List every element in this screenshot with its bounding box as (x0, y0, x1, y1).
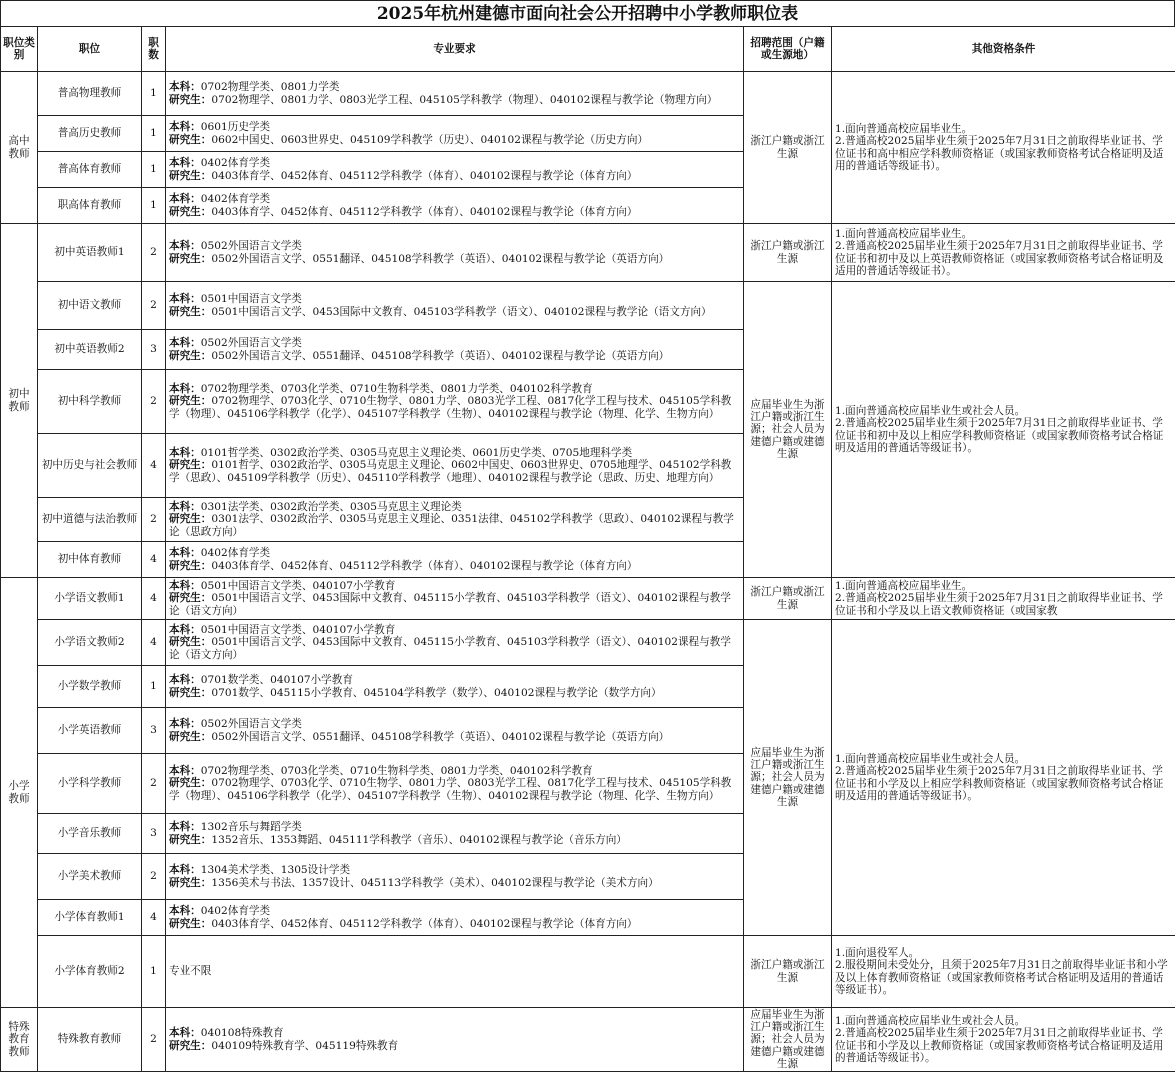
major-cell (166, 498, 744, 542)
page-title: 2025年杭州建德市面向社会公开招聘中小学教师职位表 (0, 0, 1175, 26)
undergrad-line (169, 821, 740, 833)
requirement-line: 2.服役期间未受处分，且须于2025年7月31日之前取得毕业证书和小学及以上体育教师资格证（或国家教师资格考试合格证明及适用的普通话等级证书）。 (835, 959, 1168, 996)
grad-line (169, 560, 740, 572)
undergrad-label: 本科： (169, 547, 201, 560)
major-cell (166, 116, 744, 152)
scope-cell: 应届毕业生为浙江户籍或浙江生源；社会人员为建德户籍或建德生源 (744, 620, 832, 936)
table-row (1, 936, 1175, 1008)
grad-label: 研究生： (169, 833, 212, 846)
major-cell (166, 72, 744, 116)
grad-label: 研究生： (169, 395, 212, 408)
count-cell: 2 (142, 282, 166, 330)
undergrad-label: 本科： (169, 293, 201, 306)
major-cell (166, 152, 744, 188)
requirements-cell (832, 578, 1175, 620)
undergrad-label: 本科： (169, 337, 201, 350)
requirement-line: 2.普通高校2025届毕业生须于2025年7月31日之前取得毕业证书、学位证书和初中及以上英语教师资格证（或国家教师资格考试合格证明及适用的普通话等级证书）。 (835, 240, 1164, 277)
grad-line (169, 834, 740, 846)
scope-cell: 应届毕业生为浙江户籍或浙江生源；社会人员为建德户籍或建德生源 (744, 282, 832, 578)
count-cell: 2 (142, 498, 166, 542)
requirement-line: 1.面向普通高校应届毕业生或社会人员。 (835, 1015, 1026, 1028)
major-cell (166, 330, 744, 370)
major-cell (166, 370, 744, 434)
position-cell: 小学科学教师 (38, 754, 142, 814)
undergrad-majors: 0402体育学类 (200, 157, 271, 170)
grad-majors: 0702物理学、0703化学、0710生物学、0801力学、0803光学工程、0817化学工程与技术、045105学科教学（物理）、045106学科教学（化学）、045107学科教学（生物）、040102课程与教学论（物理、化学、生物方向） (169, 395, 732, 420)
position-cell: 小学语文教师2 (38, 620, 142, 666)
grad-label: 研究生： (169, 169, 212, 182)
major-cell (166, 814, 744, 854)
grad-label: 研究生： (169, 917, 212, 930)
undergrad-majors: 0601历史学类 (200, 121, 271, 134)
undergrad-label: 本科： (169, 765, 201, 778)
position-cell: 初中语文教师 (38, 282, 142, 330)
undergrad-majors: 040108特殊教育 (200, 1027, 284, 1040)
grad-majors: 0502外国语言文学、0551翻译、045108学科教学（英语）、040102课程与教学论（英语方向） (211, 252, 670, 265)
requirement-line: 2.普通高校2025届毕业生须于2025年7月31日之前取得毕业证书、学位证书和小学及以上相应学科教师资格证（或国家教师资格考试合格证明及适用的普通话等级证书）。 (835, 765, 1164, 802)
table-row (1, 72, 1175, 116)
position-cell: 初中英语教师2 (38, 330, 142, 370)
grad-line (169, 731, 740, 743)
count-cell: 3 (142, 330, 166, 370)
grad-majors: 0403体育学、0452体育、045112学科教学（体育）、040102课程与教学论（体育方向） (211, 205, 638, 218)
count-cell: 2 (142, 370, 166, 434)
header-position: 职位 (38, 27, 142, 72)
grad-line (169, 459, 740, 483)
count-cell: 3 (142, 814, 166, 854)
grad-line (169, 513, 740, 537)
position-cell: 初中道德与法治教师 (38, 498, 142, 542)
requirements-cell (832, 936, 1175, 1008)
grad-label: 研究生： (169, 349, 212, 362)
grad-line (169, 134, 740, 146)
requirement-line: 1.面向普通高校应届毕业生。 (835, 123, 973, 136)
undergrad-line (169, 293, 740, 305)
grad-majors: 0403体育学、0452体育、045112学科教学（体育）、040102课程与教学论（体育方向） (211, 917, 638, 930)
grad-label: 研究生： (169, 686, 212, 699)
undergrad-line (169, 905, 740, 917)
undergrad-line (169, 121, 740, 133)
undergrad-majors: 0702物理学类、0703化学类、0710生物科学类、0801力学类、040102科学教育 (200, 765, 593, 778)
scope-cell: 应届毕业生为浙江户籍或浙江生源；社会人员为建德户籍或建德生源 (744, 1008, 832, 1072)
major-cell (166, 1008, 744, 1072)
grad-majors: 0301法学、0302政治学、0305马克思主义理论、0351法律、045102学科教学（思政）、040102课程与教学论（思政方向） (169, 513, 734, 538)
table-row (1, 224, 1175, 282)
requirements-cell (832, 282, 1175, 578)
undergrad-majors: 0101哲学类、0302政治学类、0305马克思主义理论类、0601历史学类、0705地理科学类 (200, 447, 633, 460)
undergrad-majors: 0502外国语言文学类 (200, 337, 302, 350)
undergrad-label: 本科： (169, 821, 201, 834)
position-cell: 普高历史教师 (38, 116, 142, 152)
grad-label: 研究生： (169, 592, 212, 605)
grad-line (169, 253, 740, 265)
undergrad-label: 本科： (169, 501, 201, 514)
grad-majors: 0501中国语言文学、0453国际中文教育、045115小学教育、045103学科教学（语文）、040102课程与教学论（语文方向） (169, 636, 731, 661)
position-cell: 特殊教育教师 (38, 1008, 142, 1072)
scope-cell: 浙江户籍或浙江生源 (744, 72, 832, 224)
undergrad-majors: 1304美术学类、1305设计学类 (200, 864, 351, 877)
grad-majors: 0501中国语言文学、0453国际中文教育、045115小学教育、045103学科教学（语文）、040102课程与教学论（语文方向） (169, 592, 731, 617)
grad-label: 研究生： (169, 93, 212, 106)
grad-line (169, 1040, 740, 1052)
undergrad-line (169, 547, 740, 559)
grad-label: 研究生： (169, 133, 212, 146)
scope-cell: 浙江户籍或浙江生源 (744, 578, 832, 620)
grad-majors: 0403体育学、0452体育、045112学科教学（体育）、040102课程与教学论（体育方向） (211, 169, 638, 182)
undergrad-label: 本科： (169, 580, 201, 593)
count-cell: 1 (142, 188, 166, 224)
undergrad-line (169, 864, 740, 876)
position-cell: 初中体育教师 (38, 542, 142, 578)
major-cell (166, 620, 744, 666)
header-category: 职位类别 (1, 27, 38, 72)
position-cell: 普高体育教师 (38, 152, 142, 188)
undergrad-majors: 0402体育学类 (200, 547, 271, 560)
count-cell: 1 (142, 72, 166, 116)
grad-label: 研究生： (169, 252, 212, 265)
undergrad-line (169, 580, 740, 592)
grad-label: 研究生： (169, 1039, 212, 1052)
grad-label: 研究生： (169, 305, 212, 318)
requirements-cell (832, 224, 1175, 282)
grad-line (169, 687, 740, 699)
undergrad-label: 本科： (169, 121, 201, 134)
undergrad-majors: 0501中国语言文学类、040107小学教育 (200, 580, 396, 593)
major-cell (166, 754, 744, 814)
grad-line (169, 94, 740, 106)
position-cell: 小学体育教师1 (38, 900, 142, 936)
table-row (1, 578, 1175, 620)
requirement-line: 1.面向普通高校应届毕业生或社会人员。 (835, 405, 1026, 418)
job-table (0, 26, 1175, 1072)
count-cell: 4 (142, 434, 166, 498)
grad-line (169, 636, 740, 660)
major-cell (166, 224, 744, 282)
undergrad-line (169, 674, 740, 686)
position-cell: 初中科学教师 (38, 370, 142, 434)
position-cell: 小学美术教师 (38, 854, 142, 900)
count-cell: 2 (142, 754, 166, 814)
undergrad-line (169, 1027, 740, 1039)
undergrad-majors: 0701数学类、040107小学教育 (200, 674, 353, 687)
count-cell: 2 (142, 1008, 166, 1072)
requirements-cell (832, 620, 1175, 936)
position-cell: 初中英语教师1 (38, 224, 142, 282)
grad-majors: 0502外国语言文学、0551翻译、045108学科教学（英语）、040102课程与教学论（英语方向） (211, 730, 670, 743)
header-count: 职数 (142, 27, 166, 72)
undergrad-line (169, 501, 740, 513)
position-cell: 初中历史与社会教师 (38, 434, 142, 498)
grad-majors: 1356美术与书法、1357设计、045113学科教学（美术）、040102课程与教学论（美术方向） (211, 876, 659, 889)
undergrad-label: 本科： (169, 240, 201, 253)
grad-label: 研究生： (169, 876, 212, 889)
count-cell: 3 (142, 708, 166, 754)
category-cell: 特殊教育教师 (1, 1008, 38, 1072)
undergrad-majors: 0702物理学类、0703化学类、0710生物科学类、0801力学类、040102科学教育 (200, 383, 593, 396)
undergrad-line (169, 157, 740, 169)
grad-label: 研究生： (169, 636, 212, 649)
grad-label: 研究生： (169, 730, 212, 743)
table-row (1, 1008, 1175, 1072)
count-cell: 2 (142, 224, 166, 282)
requirements-cell (832, 72, 1175, 224)
grad-line (169, 170, 740, 182)
grad-majors: 0702物理学、0801力学、0803光学工程、045105学科教学（物理）、040102课程与教学论（物理方向） (211, 93, 718, 106)
major-cell (166, 854, 744, 900)
undergrad-majors: 0402体育学类 (200, 905, 271, 918)
requirement-line: 1.面向普通高校应届毕业生或社会人员。 (835, 753, 1026, 766)
major-plain: 专业不限 (169, 965, 212, 978)
position-cell: 小学英语教师 (38, 708, 142, 754)
grad-majors: 0403体育学、0452体育、045112学科教学（体育）、040102课程与教学论（体育方向） (211, 559, 638, 572)
table-body (1, 72, 1175, 1072)
grad-majors: 0101哲学、0302政治学、0305马克思主义理论、0602中国史、0603世界史、0705地理学、045102学科教学（思政）、045109学科教学（历史）、045110学科教学（地理）、040102课程与教学论（思政、历史、地理方向） (169, 459, 732, 484)
header-major: 专业要求 (166, 27, 744, 72)
undergrad-line (169, 193, 740, 205)
undergrad-label: 本科： (169, 193, 201, 206)
grad-line (169, 206, 740, 218)
major-cell (166, 900, 744, 936)
count-cell: 1 (142, 936, 166, 1008)
count-cell: 1 (142, 152, 166, 188)
grad-label: 研究生： (169, 559, 212, 572)
grad-label: 研究生： (169, 777, 212, 790)
undergrad-majors: 0501中国语言文学类 (200, 293, 302, 306)
requirement-line: 2.普通高校2025届毕业生须于2025年7月31日之前取得毕业证书、学位证书和小学及以上语文教师资格证（或国家教 (835, 592, 1163, 617)
position-cell: 小学音乐教师 (38, 814, 142, 854)
undergrad-label: 本科： (169, 905, 201, 918)
undergrad-label: 本科： (169, 157, 201, 170)
undergrad-label: 本科： (169, 81, 201, 94)
grad-majors: 0702物理学、0703化学、0710生物学、0801力学、0803光学工程、0817化学工程与技术、045105学科教学（物理）、045106学科教学（化学）、045107学科教学（生物）、040102课程与教学论（物理、化学、生物方向） (169, 777, 732, 802)
undergrad-line (169, 337, 740, 349)
count-cell: 1 (142, 666, 166, 708)
grad-line (169, 777, 740, 801)
major-cell (166, 434, 744, 498)
requirement-line: 2.普通高校2025届毕业生须于2025年7月31日之前取得毕业证书、学位证书和初中及以上相应学科教师资格证（或国家教师资格考试合格证明及适用的普通话等级证书）。 (835, 417, 1164, 454)
grad-majors: 1352音乐、1353舞蹈、045111学科教学（音乐）、040102课程与教学论（音乐方向） (211, 833, 627, 846)
major-cell (166, 188, 744, 224)
header-row (1, 27, 1175, 72)
undergrad-line (169, 81, 740, 93)
grad-majors: 0602中国史、0603世界史、045109学科教学（历史）、040102课程与教学论（历史方向） (211, 133, 649, 146)
undergrad-label: 本科： (169, 624, 201, 637)
grad-line (169, 877, 740, 889)
undergrad-label: 本科： (169, 447, 201, 460)
count-cell: 4 (142, 620, 166, 666)
grad-majors: 0701数学、045115小学教育、045104学科教学（数学）、040102课程与教学论（数学方向） (211, 686, 662, 699)
undergrad-majors: 1302音乐与舞蹈学类 (200, 821, 302, 834)
grad-label: 研究生： (169, 205, 212, 218)
category-cell: 初中教师 (1, 224, 38, 578)
category-cell: 高中教师 (1, 72, 38, 224)
undergrad-line (169, 624, 740, 636)
grad-line (169, 306, 740, 318)
requirement-line: 1.面向退役军人。 (835, 947, 920, 960)
position-cell: 小学数学教师 (38, 666, 142, 708)
position-cell: 普高物理教师 (38, 72, 142, 116)
position-cell: 小学语文教师1 (38, 578, 142, 620)
count-cell: 4 (142, 578, 166, 620)
grad-majors: 0502外国语言文学、0551翻译、045108学科教学（英语）、040102课程与教学论（英语方向） (211, 349, 670, 362)
grad-label: 研究生： (169, 513, 212, 526)
count-cell: 1 (142, 116, 166, 152)
grad-line (169, 592, 740, 616)
undergrad-label: 本科： (169, 383, 201, 396)
undergrad-majors: 0702物理学类、0801力学类 (200, 81, 340, 94)
count-cell: 4 (142, 542, 166, 578)
major-cell (166, 578, 744, 620)
requirement-line: 2.普通高校2025届毕业生须于2025年7月31日之前取得毕业证书、学位证书和小学及以上教师资格证（或国家教师资格考试合格证明及适用的普通话等级证书）。 (835, 1027, 1164, 1064)
major-cell (166, 282, 744, 330)
grad-line (169, 350, 740, 362)
header-requirements: 其他资格条件 (832, 27, 1175, 72)
undergrad-line (169, 240, 740, 252)
count-cell: 2 (142, 854, 166, 900)
undergrad-line (169, 383, 740, 395)
undergrad-label: 本科： (169, 718, 201, 731)
table-row (1, 282, 1175, 330)
undergrad-line (169, 718, 740, 730)
count-cell: 4 (142, 900, 166, 936)
grad-label: 研究生： (169, 459, 212, 472)
undergrad-line (169, 447, 740, 459)
undergrad-majors: 0301法学类、0302政治学类、0305马克思主义理论类 (200, 501, 462, 514)
undergrad-majors: 0402体育学类 (200, 193, 271, 206)
requirement-line: 1.面向普通高校应届毕业生。 (835, 228, 973, 241)
table-row (1, 620, 1175, 666)
undergrad-line (169, 765, 740, 777)
grad-majors: 040109特殊教育学、045119特殊教育 (211, 1039, 399, 1052)
scope-cell: 浙江户籍或浙江生源 (744, 936, 832, 1008)
undergrad-label: 本科： (169, 1027, 201, 1040)
major-cell (166, 708, 744, 754)
undergrad-label: 本科： (169, 674, 201, 687)
major-cell (166, 542, 744, 578)
grad-majors: 0501中国语言文学、0453国际中文教育、045103学科教学（语文）、040102课程与教学论（语文方向） (211, 305, 712, 318)
grad-line (169, 395, 740, 419)
requirements-cell (832, 1008, 1175, 1072)
position-cell: 小学体育教师2 (38, 936, 142, 1008)
requirement-line: 2.普通高校2025届毕业生须于2025年7月31日之前取得毕业证书、学位证书和高中相应学科教师资格证（或国家教师资格考试合格证明及适用的普通话等级证书）。 (835, 135, 1164, 172)
major-cell (166, 936, 744, 1008)
undergrad-label: 本科： (169, 864, 201, 877)
undergrad-majors: 0502外国语言文学类 (200, 240, 302, 253)
header-scope: 招聘范围（户籍或生源地） (744, 27, 832, 72)
undergrad-majors: 0502外国语言文学类 (200, 718, 302, 731)
position-cell: 职高体育教师 (38, 188, 142, 224)
undergrad-majors: 0501中国语言文学类、040107小学教育 (200, 624, 396, 637)
requirement-line: 1.面向普通高校应届毕业生。 (835, 580, 973, 593)
category-cell: 小学教师 (1, 578, 38, 1008)
grad-line (169, 918, 740, 930)
scope-cell: 浙江户籍或浙江生源 (744, 224, 832, 282)
major-cell (166, 666, 744, 708)
